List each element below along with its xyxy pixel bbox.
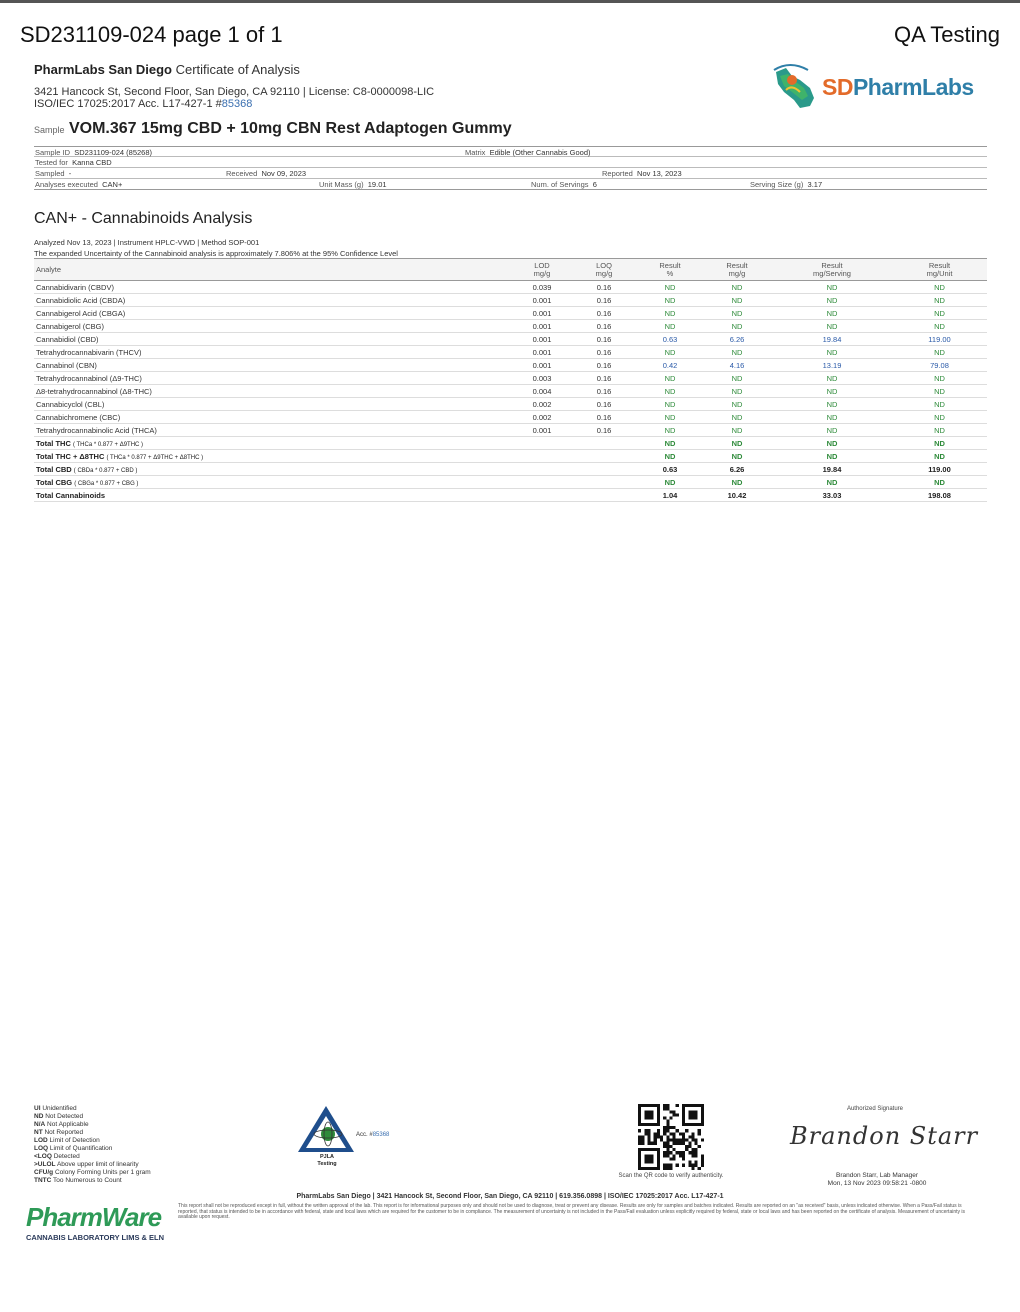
- result-mgu: ND: [892, 281, 987, 294]
- analyte-name: Cannabichromene (CBC): [34, 411, 514, 424]
- info-row-3: Sampled - Received Nov 09, 2023 Reported Nov 13, 2023: [34, 168, 987, 179]
- sample-info-table: [34, 146, 987, 190]
- result-mgu: ND: [892, 372, 987, 385]
- total-pct: ND: [638, 450, 702, 463]
- result-pct: ND: [638, 307, 702, 320]
- result-mgg: 6.26: [702, 333, 772, 346]
- total-pct: ND: [638, 476, 702, 489]
- loq-value: 0.16: [570, 372, 638, 385]
- total-name: Total THC + Δ8THC ( THCa * 0.877 + Δ9THC + Δ8THC ): [34, 450, 514, 463]
- total-mgs: 33.03: [772, 489, 892, 502]
- lod-value: 0.003: [514, 372, 570, 385]
- analyzed-line: Analyzed Nov 13, 2023 | Instrument HPLC-VWD | Method SOP-001: [34, 238, 260, 247]
- legend-item: N/A Not Applicable: [34, 1121, 89, 1128]
- result-mgu: ND: [892, 346, 987, 359]
- result-pct: ND: [638, 424, 702, 437]
- result-mgu: ND: [892, 424, 987, 437]
- lod-value: 0.001: [514, 294, 570, 307]
- total-mgg: ND: [702, 437, 772, 450]
- total-mgg: 6.26: [702, 463, 772, 476]
- info-row-2: Tested for Kanna CBD: [34, 157, 987, 168]
- legend-item: UI Unidentified: [34, 1105, 77, 1112]
- result-mgu: ND: [892, 294, 987, 307]
- result-mgs: ND: [772, 398, 892, 411]
- lod-value: 0.001: [514, 424, 570, 437]
- pjla-acc-number: Acc. #85368: [356, 1132, 390, 1138]
- sample-id-value: SD231109-024 (85268): [74, 148, 153, 157]
- result-mgg: ND: [702, 424, 772, 437]
- table-row: [34, 320, 987, 333]
- iso-number-link[interactable]: 85368: [221, 98, 253, 110]
- loq-value: 0.16: [570, 398, 638, 411]
- loq-value: 0.16: [570, 359, 638, 372]
- iso-accreditation: ISO/IEC 17025:2017 Acc. L17-427-1 #85368: [34, 98, 253, 110]
- signature-title: Authorized Signature: [846, 1106, 904, 1112]
- pjla-triangle-icon: [298, 1104, 358, 1154]
- total-mgu: ND: [892, 437, 987, 450]
- loq-value: 0.16: [570, 281, 638, 294]
- lod-value: 0.001: [514, 346, 570, 359]
- header-lod: LOD mg/g: [514, 259, 570, 281]
- total-mgs: ND: [772, 450, 892, 463]
- pharmware-tagline: CANNABIS LABORATORY LIMS & ELN: [26, 1233, 165, 1242]
- legend-item: ND Not Detected: [34, 1113, 84, 1120]
- total-mgs: 19.84: [772, 463, 892, 476]
- sample-label: Sample: [34, 125, 65, 135]
- analyte-name: Tetrahydrocannabivarin (THCV): [34, 346, 514, 359]
- lab-name-line: [34, 62, 300, 77]
- total-mgu: 198.08: [892, 489, 987, 502]
- result-mgu: ND: [892, 398, 987, 411]
- result-pct: ND: [638, 281, 702, 294]
- result-mgs: ND: [772, 424, 892, 437]
- result-pct: ND: [638, 346, 702, 359]
- table-row: [34, 346, 987, 359]
- matrix-value: Edible (Other Cannabis Good): [489, 148, 591, 157]
- footer-disclaimer: This report shall not be reproduced except in full, without the written approval of the lab. This report is for informational purposes only and should not be used to diagnose, treat or prevent any disease. Results are only for samples and batches indicated. Results are reported on an "as received" basis, unless indicated otherwise. When a Pass/Fail status is reported, that status is intended to be in accordance with federal, state and local laws which are required for the customer to be in compliance. The measurement of uncertainty is not included in the Pass/Fail evaluation unless explicitly required by federal, state or local laws and has been reported on the certificate of analysis. Measurement of uncertainty is available upon request.: [178, 1203, 966, 1221]
- result-mgg: ND: [702, 294, 772, 307]
- lod-value: 0.001: [514, 333, 570, 346]
- sdpharmlabs-logo: [770, 62, 990, 114]
- analyte-name: Cannabinol (CBN): [34, 359, 514, 372]
- header-result-pct: Result %: [638, 259, 702, 281]
- loq-value: 0.16: [570, 411, 638, 424]
- table-row: [34, 307, 987, 320]
- result-mgg: ND: [702, 320, 772, 333]
- reported-value: Nov 13, 2023: [637, 169, 682, 178]
- lab-address: 3421 Hancock St, Second Floor, San Diego, CA 92110 | License: C8-0000098-LIC: [34, 86, 435, 98]
- analyses-value: CAN+: [102, 180, 123, 189]
- cannabinoid-results-table: [34, 258, 987, 502]
- result-mgs: ND: [772, 385, 892, 398]
- total-mgs: ND: [772, 437, 892, 450]
- lab-name: PharmLabs San Diego: [34, 62, 172, 77]
- result-pct: 0.42: [638, 359, 702, 372]
- result-mgg: ND: [702, 346, 772, 359]
- qr-caption: Scan the QR code to verify authenticity.: [618, 1173, 724, 1179]
- total-mgu: ND: [892, 476, 987, 489]
- total-mgg: ND: [702, 476, 772, 489]
- analyte-name: Cannabidivarin (CBDV): [34, 281, 514, 294]
- table-row: [34, 333, 987, 346]
- total-row: [34, 437, 987, 450]
- total-name: Total THC ( THCa * 0.877 + Δ9THC ): [34, 437, 514, 450]
- legend-item: TNTC Too Numerous to Count: [34, 1177, 122, 1184]
- lod-value: 0.001: [514, 320, 570, 333]
- table-row: [34, 372, 987, 385]
- legend-item: >ULOL Above upper limit of linearity: [34, 1161, 139, 1168]
- signatory-name: Brandon Starr, Lab Manager: [835, 1172, 919, 1179]
- table-row: [34, 281, 987, 294]
- analyte-name: Cannabigerol (CBG): [34, 320, 514, 333]
- table-header-row: [34, 259, 987, 281]
- legend-item: NT Not Reported: [34, 1129, 84, 1136]
- table-row: [34, 385, 987, 398]
- total-pct: 0.63: [638, 463, 702, 476]
- california-map-icon: [770, 62, 826, 114]
- result-mgs: ND: [772, 281, 892, 294]
- header-analyte: Analyte: [34, 259, 514, 281]
- result-mgu: ND: [892, 411, 987, 424]
- header-result-mgg: Result mg/g: [702, 259, 772, 281]
- lod-value: 0.004: [514, 385, 570, 398]
- header-loq: LOQ mg/g: [570, 259, 638, 281]
- legend-item: LOD Limit of Detection: [34, 1137, 100, 1144]
- total-row: [34, 463, 987, 476]
- sample-name: VOM.367 15mg CBD + 10mg CBN Rest Adaptogen Gummy: [68, 120, 512, 137]
- result-mgs: ND: [772, 346, 892, 359]
- total-mgu: 119.00: [892, 463, 987, 476]
- table-row: [34, 398, 987, 411]
- footer-address-line: PharmLabs San Diego | 3421 Hancock St, Second Floor, San Diego, CA 92110 | 619.356.0898 | ISO/IEC 17025:2017 Acc. L17-427-1: [296, 1193, 724, 1200]
- loq-value: 0.16: [570, 346, 638, 359]
- result-mgg: ND: [702, 411, 772, 424]
- result-mgg: ND: [702, 372, 772, 385]
- analyte-name: Δ8-tetrahydrocannabinol (Δ8-THC): [34, 385, 514, 398]
- analyte-name: Cannabidiolic Acid (CBDA): [34, 294, 514, 307]
- uncertainty-line: The expanded Uncertainty of the Cannabinoid analysis is approximately 7.806% at the 95% Confidence Level: [34, 249, 398, 258]
- result-mgs: ND: [772, 294, 892, 307]
- result-mgu: ND: [892, 307, 987, 320]
- analyte-name: Cannabigerol Acid (CBGA): [34, 307, 514, 320]
- loq-value: 0.16: [570, 333, 638, 346]
- total-pct: 1.04: [638, 489, 702, 502]
- total-mgs: ND: [772, 476, 892, 489]
- result-pct: ND: [638, 385, 702, 398]
- legend-item: <LOQ Detected: [34, 1153, 80, 1160]
- lod-value: 0.001: [514, 359, 570, 372]
- lod-value: 0.039: [514, 281, 570, 294]
- lod-value: 0.001: [514, 307, 570, 320]
- sampled-value: -: [68, 169, 72, 178]
- result-pct: ND: [638, 398, 702, 411]
- result-mgs: 19.84: [772, 333, 892, 346]
- result-pct: 0.63: [638, 333, 702, 346]
- loq-value: 0.16: [570, 385, 638, 398]
- sample-line: [34, 120, 512, 138]
- analysis-section-title: CAN+ - Cannabinoids Analysis: [34, 210, 253, 227]
- result-pct: ND: [638, 294, 702, 307]
- pjla-label: PJLA Testing: [317, 1154, 337, 1167]
- doc-type: Certificate of Analysis: [175, 62, 300, 77]
- table-row: [34, 411, 987, 424]
- total-row: [34, 450, 987, 463]
- total-name: Total CBG ( CBGa * 0.877 + CBG ): [34, 476, 514, 489]
- result-mgg: ND: [702, 398, 772, 411]
- signatory: [790, 1172, 964, 1188]
- qa-testing-label: QA Testing: [894, 22, 1000, 47]
- loq-value: 0.16: [570, 307, 638, 320]
- result-mgs: ND: [772, 411, 892, 424]
- logo-text: SDPharmLabs: [822, 74, 974, 100]
- pharmware-logo: [24, 1200, 164, 1246]
- total-row: [34, 476, 987, 489]
- info-row-1: Sample ID SD231109-024 (85268) Matrix Edible (Other Cannabis Good): [34, 146, 987, 157]
- result-mgg: ND: [702, 307, 772, 320]
- total-row: [34, 489, 987, 502]
- analyte-name: Cannabicyclol (CBL): [34, 398, 514, 411]
- result-pct: ND: [638, 372, 702, 385]
- servings-value: 6: [592, 180, 597, 189]
- analyte-name: Tetrahydrocannabinol (Δ9-THC): [34, 372, 514, 385]
- total-pct: ND: [638, 437, 702, 450]
- lod-value: 0.002: [514, 398, 570, 411]
- result-mgu: 79.08: [892, 359, 987, 372]
- table-row: [34, 294, 987, 307]
- result-mgg: 4.16: [702, 359, 772, 372]
- table-row: [34, 359, 987, 372]
- result-pct: ND: [638, 411, 702, 424]
- received-value: Nov 09, 2023: [261, 169, 307, 178]
- signature-date: Mon, 13 Nov 2023 09:58:21 -0800: [827, 1180, 927, 1187]
- tested-for-value: Kanna CBD: [72, 158, 112, 167]
- header-result-mgs: Result mg/Serving: [772, 259, 892, 281]
- loq-value: 0.16: [570, 424, 638, 437]
- legend-item: CFU/g Colony Forming Units per 1 gram: [34, 1169, 151, 1176]
- handwritten-signature: Brandon Starr: [790, 1122, 979, 1150]
- serving-size-value: 3.17: [807, 180, 823, 189]
- qr-code-icon[interactable]: [638, 1104, 704, 1170]
- result-mgg: ND: [702, 281, 772, 294]
- result-mgs: ND: [772, 307, 892, 320]
- report-id-title: SD231109-024 page 1 of 1: [20, 22, 283, 47]
- table-row: [34, 424, 987, 437]
- loq-value: 0.16: [570, 320, 638, 333]
- total-name: Total CBD ( CBDa * 0.877 + CBD ): [34, 463, 514, 476]
- result-mgu: ND: [892, 385, 987, 398]
- lod-value: 0.002: [514, 411, 570, 424]
- lab-address-block: [34, 86, 434, 110]
- total-mgu: ND: [892, 450, 987, 463]
- unit-mass-value: 19.01: [367, 180, 387, 189]
- legend-item: LOQ Limit of Quantification: [34, 1145, 113, 1152]
- total-name: Total Cannabinoids: [34, 489, 514, 502]
- result-mgg: ND: [702, 385, 772, 398]
- analyte-name: Tetrahydrocannabinolic Acid (THCA): [34, 424, 514, 437]
- info-row-4: Analyses executed CAN+ Unit Mass (g) 19.01 Num. of Servings 6 Serving Size (g) 3.17: [34, 179, 987, 190]
- total-mgg: 10.42: [702, 489, 772, 502]
- total-mgg: ND: [702, 450, 772, 463]
- pjla-accreditation-logo: [298, 1104, 408, 1170]
- abbreviation-legend: [34, 1105, 151, 1185]
- top-border: [0, 0, 1020, 3]
- result-mgs: ND: [772, 372, 892, 385]
- result-mgu: 119.00: [892, 333, 987, 346]
- result-mgs: ND: [772, 320, 892, 333]
- result-pct: ND: [638, 320, 702, 333]
- result-mgu: ND: [892, 320, 987, 333]
- analysis-meta: [34, 237, 398, 259]
- header-result-mgu: Result mg/Unit: [892, 259, 987, 281]
- loq-value: 0.16: [570, 294, 638, 307]
- result-mgs: 13.19: [772, 359, 892, 372]
- pharmware-wordmark: PharmWare: [26, 1202, 162, 1232]
- analyte-name: Cannabidiol (CBD): [34, 333, 514, 346]
